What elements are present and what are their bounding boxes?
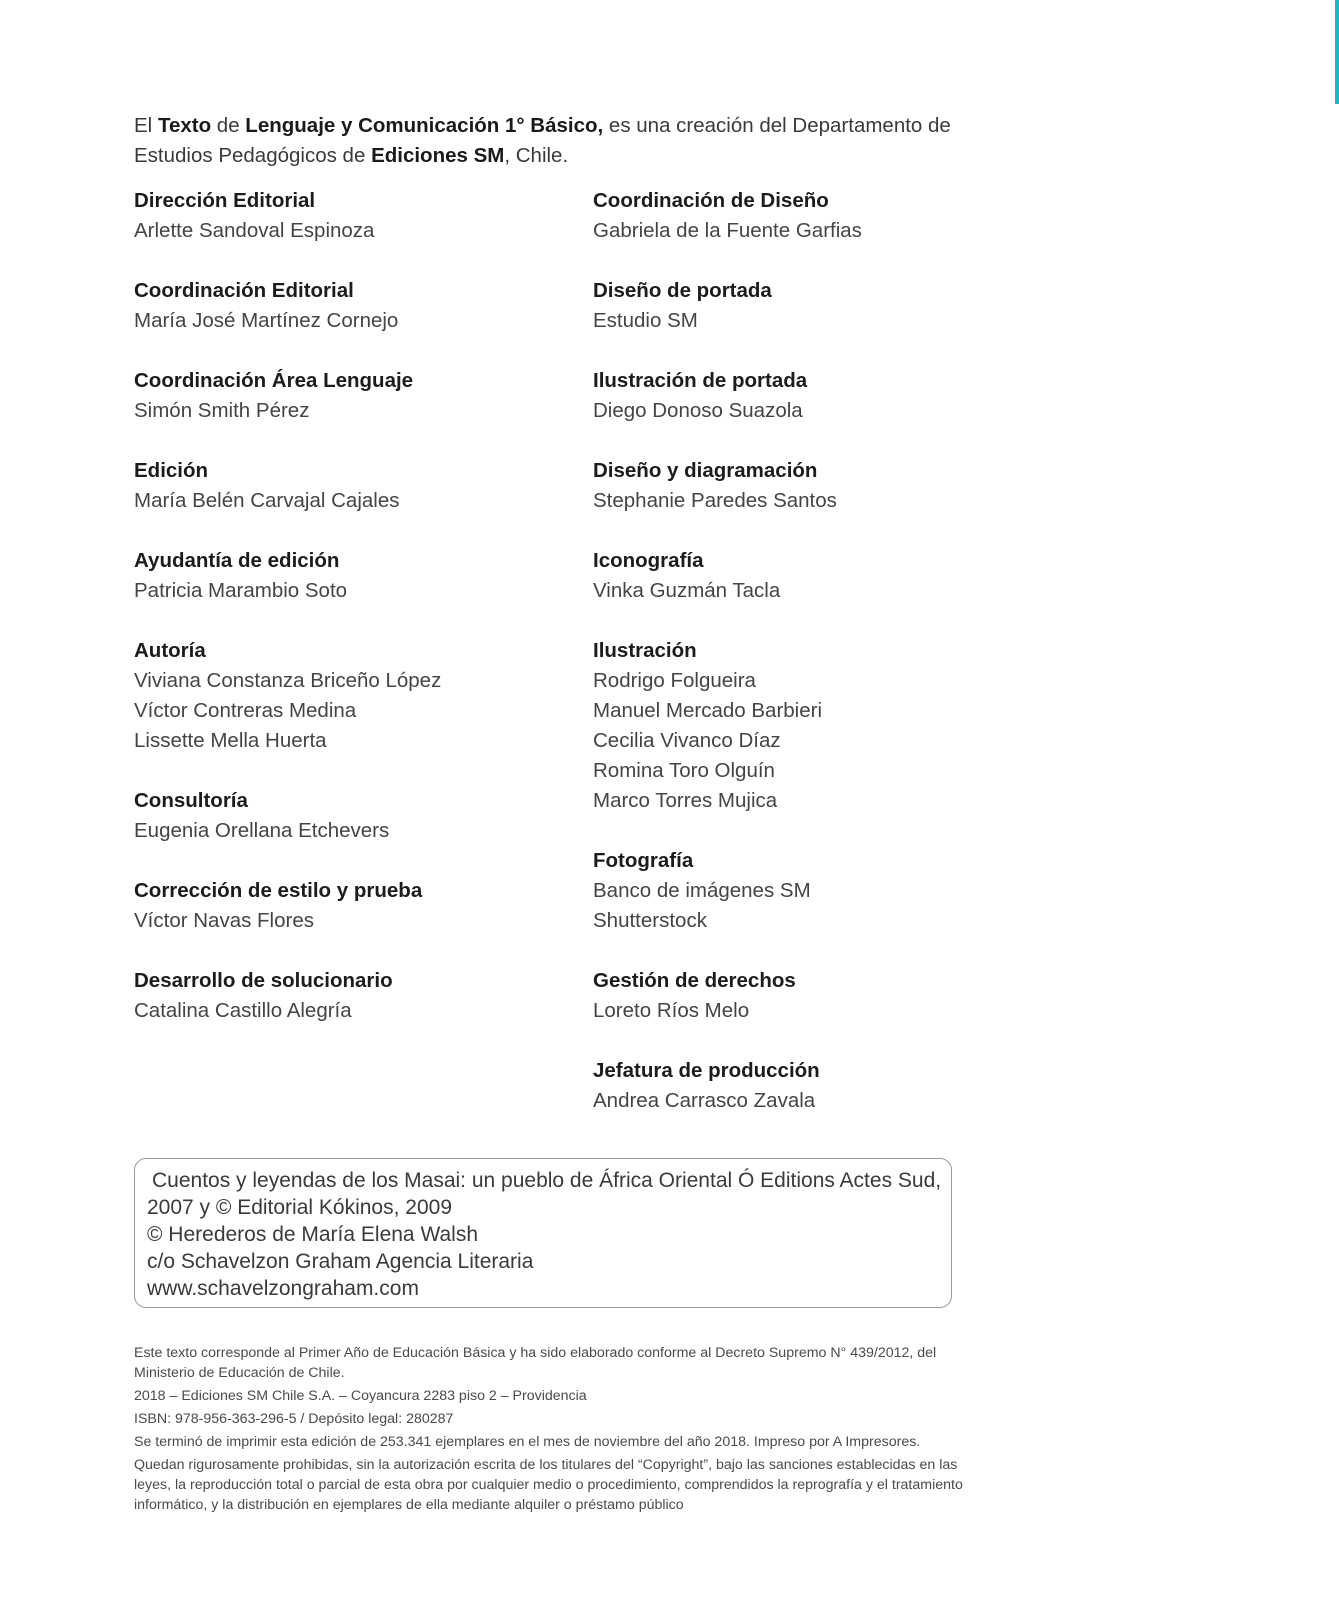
intro-text-2: de <box>211 114 246 137</box>
credit-role: Ayudantía de edición <box>134 549 340 572</box>
credit-section <box>134 186 574 246</box>
credit-name: Romina Toro Olguín <box>593 759 775 782</box>
credit-name: Andrea Carrasco Zavala <box>593 1089 816 1112</box>
credit-role: Coordinación de Diseño <box>593 189 829 212</box>
credit-section <box>134 366 574 426</box>
legal-line: Se terminó de imprimir esta edición de 253.341 ejemplares en el mes de noviembre del año 2018. Impreso por A Impresores. <box>134 1434 921 1450</box>
credit-name: Simón Smith Pérez <box>134 399 310 422</box>
credit-name: Viviana Constanza Briceño López <box>134 669 442 692</box>
credit-role: Autoría <box>134 639 206 662</box>
credit-name: Estudio SM <box>593 309 698 332</box>
legal-line: 2018 – Ediciones SM Chile S.A. – Coyancura 2283 piso 2 – Providencia <box>134 1388 587 1404</box>
credit-name: Víctor Contreras Medina <box>134 699 357 722</box>
credit-role: Gestión de derechos <box>593 969 796 992</box>
credit-section <box>134 276 574 336</box>
intro-paragraph <box>134 111 1034 171</box>
credit-box-line: © Herederos de María Elena Walsh <box>147 1223 479 1246</box>
credit-role: Diseño de portada <box>593 279 772 302</box>
credit-name: Vinka Guzmán Tacla <box>593 579 781 602</box>
credit-name: Catalina Castillo Alegría <box>134 999 352 1022</box>
credit-name: Banco de imágenes SM <box>593 879 811 902</box>
credit-name: Gabriela de la Fuente Garfias <box>593 219 862 242</box>
intro-text-4: , Chile. <box>504 144 569 167</box>
credit-section <box>593 966 1033 1026</box>
credit-section <box>593 186 1033 246</box>
credit-section <box>593 456 1033 516</box>
credit-section <box>134 546 574 606</box>
legal-line: Quedan rigurosamente prohibidas, sin la autorización escrita de los titulares del “Copyright”, bajo las sanciones establecidas en las leyes, la reproducción total o parcial de esta obra por cualquier medio o procedimiento, comprendidos la reprografía y el tratamiento informático, y la distribución en ejemplares de ella mediante alquiler o préstamo público <box>134 1457 963 1513</box>
credit-role: Ilustración <box>593 639 697 662</box>
credit-role: Corrección de estilo y prueba <box>134 879 423 902</box>
legal-line: ISBN: 978-956-363-296-5 / Depósito legal: 280287 <box>134 1411 454 1427</box>
credit-role: Iconografía <box>593 549 704 572</box>
credit-role: Ilustración de portada <box>593 369 808 392</box>
credit-name: Loreto Ríos Melo <box>593 999 750 1022</box>
credit-name: Cecilia Vivanco Díaz <box>593 729 781 752</box>
credit-role: Fotografía <box>593 849 694 872</box>
credit-name: Víctor Navas Flores <box>134 909 314 932</box>
credit-box-line: Cuentos y leyendas de los Masai: un pueblo de África Oriental Ó Editions Actes Sud, <box>152 1169 942 1192</box>
copyright-credit-box <box>134 1158 952 1308</box>
credit-box-line: c/o Schavelzon Graham Agencia Literaria <box>147 1250 534 1273</box>
legal-notice <box>134 1343 964 1518</box>
credit-name: Diego Donoso Suazola <box>593 399 803 422</box>
intro-text-3: es una creación del Departamento de Estudios Pedagógicos de <box>134 114 951 167</box>
credit-section <box>593 546 1033 606</box>
credit-name: María José Martínez Cornejo <box>134 309 399 332</box>
credit-name: Manuel Mercado Barbieri <box>593 699 823 722</box>
credit-section <box>134 966 574 1026</box>
credit-name: Eugenia Orellana Etchevers <box>134 819 390 842</box>
credit-role: Edición <box>134 459 209 482</box>
credit-role: Coordinación Editorial <box>134 279 354 302</box>
credit-section <box>593 1056 1033 1116</box>
credit-section <box>593 636 1033 816</box>
intro-bold-texto: Texto <box>157 114 212 137</box>
credit-name: María Belén Carvajal Cajales <box>134 489 400 512</box>
credits-right-column <box>593 186 1033 1146</box>
intro-bold-publisher: Ediciones SM <box>371 144 505 167</box>
credit-role: Coordinación Área Lenguaje <box>134 369 414 392</box>
accent-edge-line <box>1335 0 1339 104</box>
credit-name: Arlette Sandoval Espinoza <box>134 219 375 242</box>
credit-name: Lissette Mella Huerta <box>134 729 327 752</box>
credit-section <box>134 456 574 516</box>
credit-name: Shutterstock <box>593 909 707 932</box>
credit-name: Rodrigo Folgueira <box>593 669 756 692</box>
credit-name: Stephanie Paredes Santos <box>593 489 837 512</box>
intro-bold-subject: Lenguaje y Comunicación 1° Básico, <box>245 114 604 137</box>
credit-role: Desarrollo de solucionario <box>134 969 393 992</box>
credit-section <box>593 366 1033 426</box>
credits-left-column <box>134 186 574 1056</box>
credit-box-line: www.schavelzongraham.com <box>147 1277 419 1300</box>
credit-section <box>134 786 574 846</box>
credit-role: Jefatura de producción <box>593 1059 820 1082</box>
credit-name: Patricia Marambio Soto <box>134 579 348 602</box>
credit-role: Consultoría <box>134 789 248 812</box>
credit-section <box>134 636 574 756</box>
credit-section <box>593 846 1033 936</box>
legal-line: Este texto corresponde al Primer Año de Educación Básica y ha sido elaborado conforme al Decreto Supremo N° 439/2012, del Ministerio de Educación de Chile. <box>134 1345 937 1381</box>
credit-name: Marco Torres Mujica <box>593 789 778 812</box>
credit-role: Dirección Editorial <box>134 189 316 212</box>
credit-box-line: 2007 y © Editorial Kókinos, 2009 <box>147 1196 452 1219</box>
credit-section <box>593 276 1033 336</box>
credit-role: Diseño y diagramación <box>593 459 818 482</box>
intro-text-1: El <box>134 114 158 137</box>
credit-section <box>134 876 574 936</box>
